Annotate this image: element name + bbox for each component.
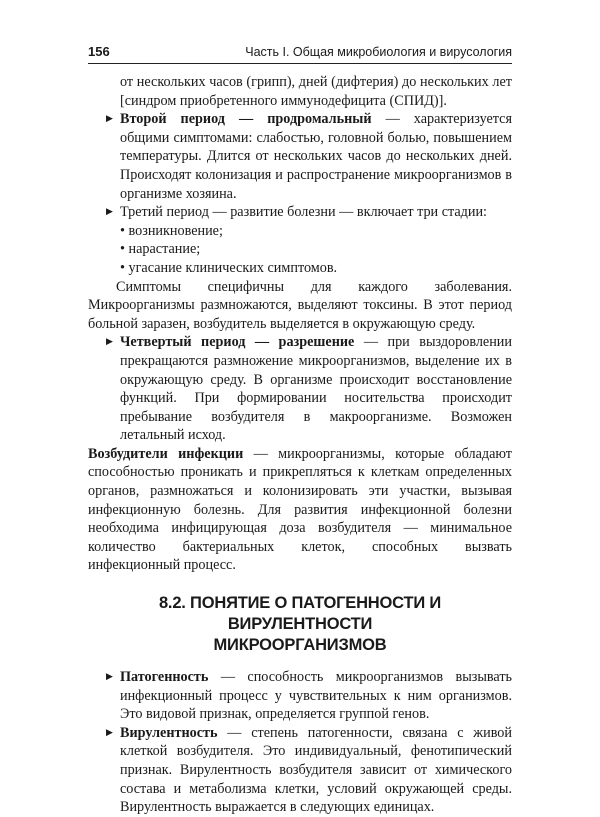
triangle-marker-icon: ▶ xyxy=(106,337,113,348)
term-pathogenicity: Патогенность xyxy=(120,669,209,686)
text-pathogenicity: — способность микроорганизмов вызывать инфекционный процесс у чувствительных к ним организмов. Это видовой признак, определяется группой генов. xyxy=(120,669,512,723)
section-heading xyxy=(88,593,512,656)
list-item-fourth-period xyxy=(88,333,512,445)
list-item-pathogenicity xyxy=(88,668,512,724)
term-infection-agents: Возбудители инфекции xyxy=(88,445,244,462)
stage-item: • возникновение; xyxy=(120,222,223,239)
triangle-marker-icon: ▶ xyxy=(106,114,113,125)
term-fourth-period: Четвертый период — разрешение xyxy=(120,334,355,351)
triangle-marker-icon: ▶ xyxy=(106,727,113,738)
list-item-third-period xyxy=(88,203,512,222)
paragraph-incubation-tail: от нескольких часов (грипп), дней (дифтерия) до нескольких лет [синдром приобретенного иммунодефицита (СПИД)]. xyxy=(120,74,512,109)
term-second-period: Второй период — продромальный xyxy=(120,111,372,128)
triangle-marker-icon: ▶ xyxy=(106,207,113,218)
text-second-period: — характеризуется общими симптомами: слабостью, головной болью, повышением температуры. Длится от нескольких часов до нескольких дней. Происходят колонизация и распространение микроорганизмов в организме хозяина. xyxy=(120,111,512,202)
list-item-virulence xyxy=(88,724,512,817)
running-head xyxy=(88,44,512,62)
section-heading-line1: 8.2. ПОНЯТИЕ О ПАТОГЕННОСТИ И ВИРУЛЕНТНОСТИ xyxy=(158,594,442,634)
text-virulence: — степень патогенности, связана с живой клеткой возбудителя. Это индивидуальный, фенотипический признак. Вирулентность возбудителя зависит от химического состава и метаболизма клетки, условий окружающей среды. Вирулентность выражается в следующих единицах. xyxy=(120,724,512,816)
text-fourth-period: — при выздоровлении прекращаются размножение микроорганизмов, выделение их в окружающую среду. В организме происходит восстановление функций. При формировании носительства происходит пребывание возбудителя в макроорганизме. Возможен летальный исход. xyxy=(120,334,512,444)
paragraph-infection-agents xyxy=(88,445,512,575)
running-title: Часть I. Общая микробиология и вирусология xyxy=(245,45,512,59)
header-rule xyxy=(88,63,512,64)
triangle-marker-icon: ▶ xyxy=(106,672,113,683)
page-number: 156 xyxy=(88,44,110,59)
list-item-second-period xyxy=(88,110,512,203)
text-third-period: Третий период — развитие болезни — включает три стадии: xyxy=(120,204,488,221)
stage-item: • угасание клинических симптомов. xyxy=(120,259,338,276)
text-infection-agents: — микроорганизмы, которые обладают способностью проникать и прикрепляться к клеткам определенных органов, размножаться и колонизировать эти участки, вызывая инфекционную болезнь. Для развития инфекционной болезни необходима инфицирующая доза возбудителя — минимальное количество бактериальных клеток, способных вызвать инфекционный процесс. xyxy=(88,445,512,574)
page-body xyxy=(88,73,512,817)
paragraph-symptoms: Симптомы специфичны для каждого заболевания. Микроорганизмы размножаются, выделяют токсины. В этот период больной заразен, возбудитель выделяется в окружающую среду. xyxy=(88,278,512,332)
term-virulence: Вирулентность xyxy=(120,724,218,741)
stage-item: • нарастание; xyxy=(120,241,201,258)
section-heading-line2: МИКРООРГАНИЗМОВ xyxy=(213,636,387,655)
